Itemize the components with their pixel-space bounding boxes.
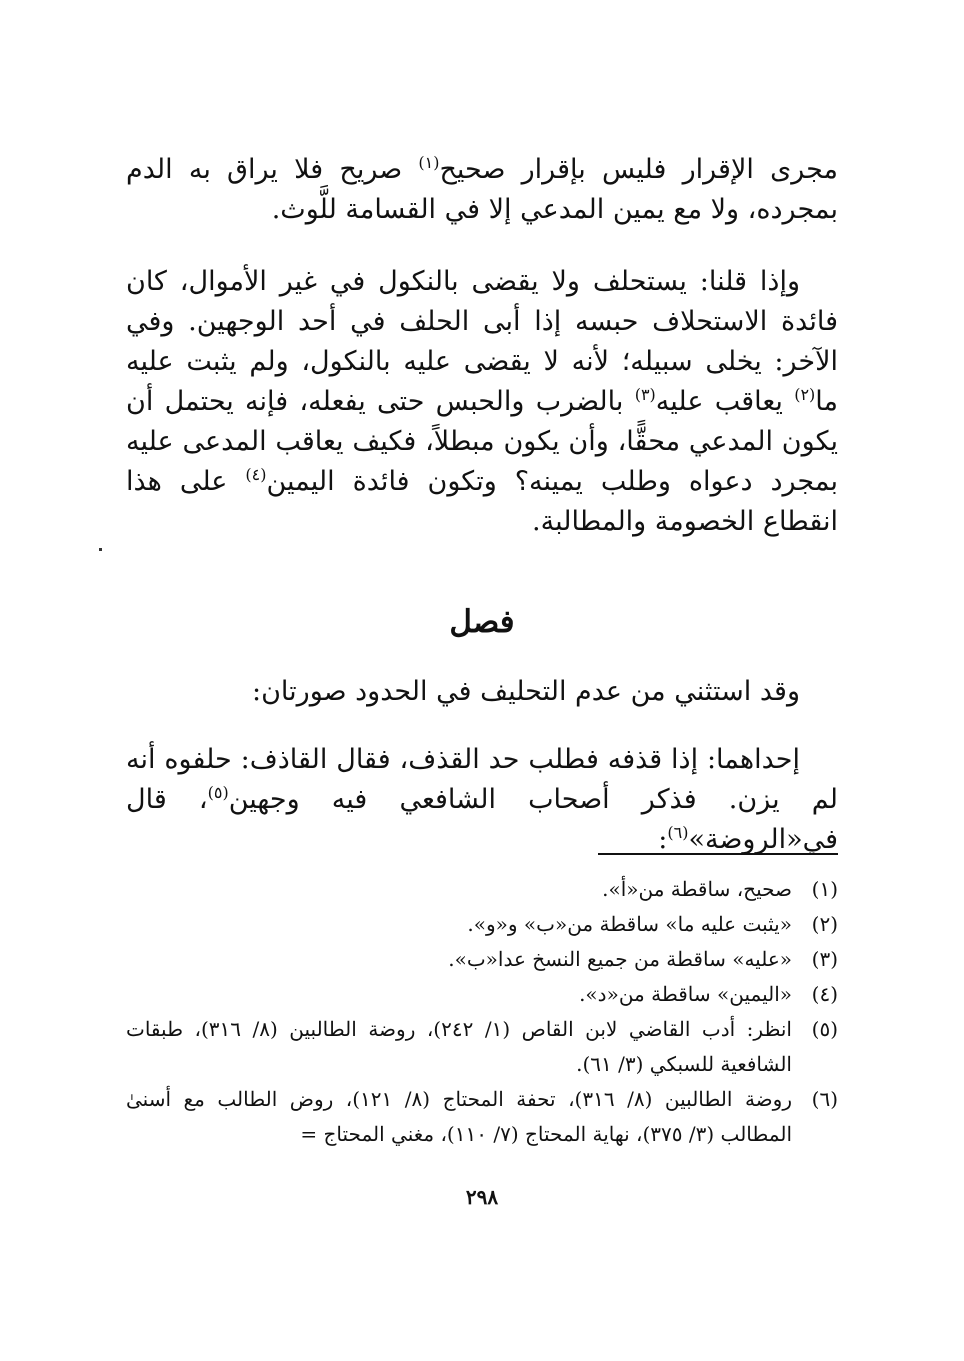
paragraph-1-text: مجرى الإقرار فليس بإقرار صحيح — [439, 154, 838, 185]
paragraph-2 — [126, 262, 838, 542]
paragraph-first-case — [126, 740, 838, 860]
footnote-text: «اليمين» ساقطة من«د». — [579, 982, 792, 1006]
footnote-3 — [126, 942, 838, 977]
footnote-text: «عليه» ساقطة من جميع النسخ عدا«ب». — [448, 947, 792, 971]
paragraph-1-rest: صريح فلا يراق به الدم بمجرده، ولا مع يمين المدعي إلا في القسامة للَّوث. — [126, 154, 838, 225]
footnote-2 — [126, 907, 838, 942]
footnote-ref-6: (٦) — [667, 823, 689, 842]
footnote-text: انظر: أدب القاضي لابن القاص (١/ ٢٤٢)، روضة الطالبين (٨/ ٣١٦)، طبقات الشافعية للسبكي (٣/ ٦١). — [126, 1017, 792, 1076]
footnote-number: (٦) — [811, 1087, 838, 1111]
footnotes — [126, 872, 838, 1152]
first-case-text-c: : — [658, 824, 668, 855]
footnote-number: (٣) — [811, 947, 838, 971]
footnote-1 — [126, 872, 838, 907]
footnote-ref-4: (٤) — [245, 465, 267, 484]
first-case-text-a: إحداهما: إذا قذفه فطلب حد القذف، فقال القاذف: حلفوه أنه لم يزن. فذكر أصحاب الشافعي فيه وجهين — [126, 744, 838, 815]
paragraph-2-text-c: بالضرب والحبس حتى يفعله، فإنه يحتمل أن يكون المدعي محقًّا، وأن يكون مبطلاً، فكيف يعاقب المدعى عليه بمجرد دعواه وطلب يمينه؟ وتكون فائدة اليمين — [126, 386, 838, 497]
footnote-ref-5: (٥) — [207, 783, 229, 802]
paragraph-2-text-b: يعاقب عليه — [655, 386, 795, 417]
footnote-number: (١) — [811, 877, 838, 901]
footnote-text: صحيح، ساقطة من«أ». — [602, 877, 792, 901]
footnote-text: روضة الطالبين (٨/ ٣١٦)، تحفة المحتاج (٨/ ١٢١)، روض الطالب مع أسنىٰ المطالب (٣/ ٣٧٥)، نهاية المحتاج (٧/ ١١٠)، مغني المحتاج = — [126, 1087, 792, 1146]
footnote-number: (٤) — [811, 982, 838, 1006]
main-text-lower — [126, 672, 838, 860]
footnote-ref-1: (١) — [418, 153, 440, 172]
footnote-4 — [126, 977, 838, 1012]
margin-mark — [99, 548, 102, 551]
footnote-divider — [598, 853, 838, 855]
footnote-text: «يثبت عليه ما» ساقطة من«ب» و«و». — [467, 912, 792, 936]
footnote-ref-3: (٣) — [634, 385, 656, 404]
paragraph-1 — [126, 150, 838, 230]
paragraph-2-text-a: وإذا قلنا: يستحلف ولا يقضى بالنكول في غير الأموال، كان فائدة الاستحلاف حبسه إذا أبى الحلف في أحد الوجهين. وفي الآخر: يخلى سبيله؛ لأنه لا يقضى عليه بالنكول، ولم يثبت عليه ما — [126, 266, 838, 417]
footnote-number: (٢) — [811, 912, 838, 936]
section-intro: وقد استثني من عدم التحليف في الحدود صورتان: — [251, 676, 800, 707]
paragraph-2-text-d: على هذا انقطاع الخصومة والمطالبة. — [126, 466, 838, 537]
footnote-number: (٥) — [811, 1017, 838, 1041]
footnote-ref-2: (٢) — [794, 385, 816, 404]
footnote-5 — [126, 1012, 838, 1082]
first-case-text-b: ، قال في«الروضة» — [126, 784, 838, 855]
section-title: فصل — [449, 604, 515, 640]
main-text-upper — [126, 150, 838, 542]
page-number: ٢٩٨ — [465, 1185, 499, 1209]
footnote-6 — [126, 1082, 838, 1152]
